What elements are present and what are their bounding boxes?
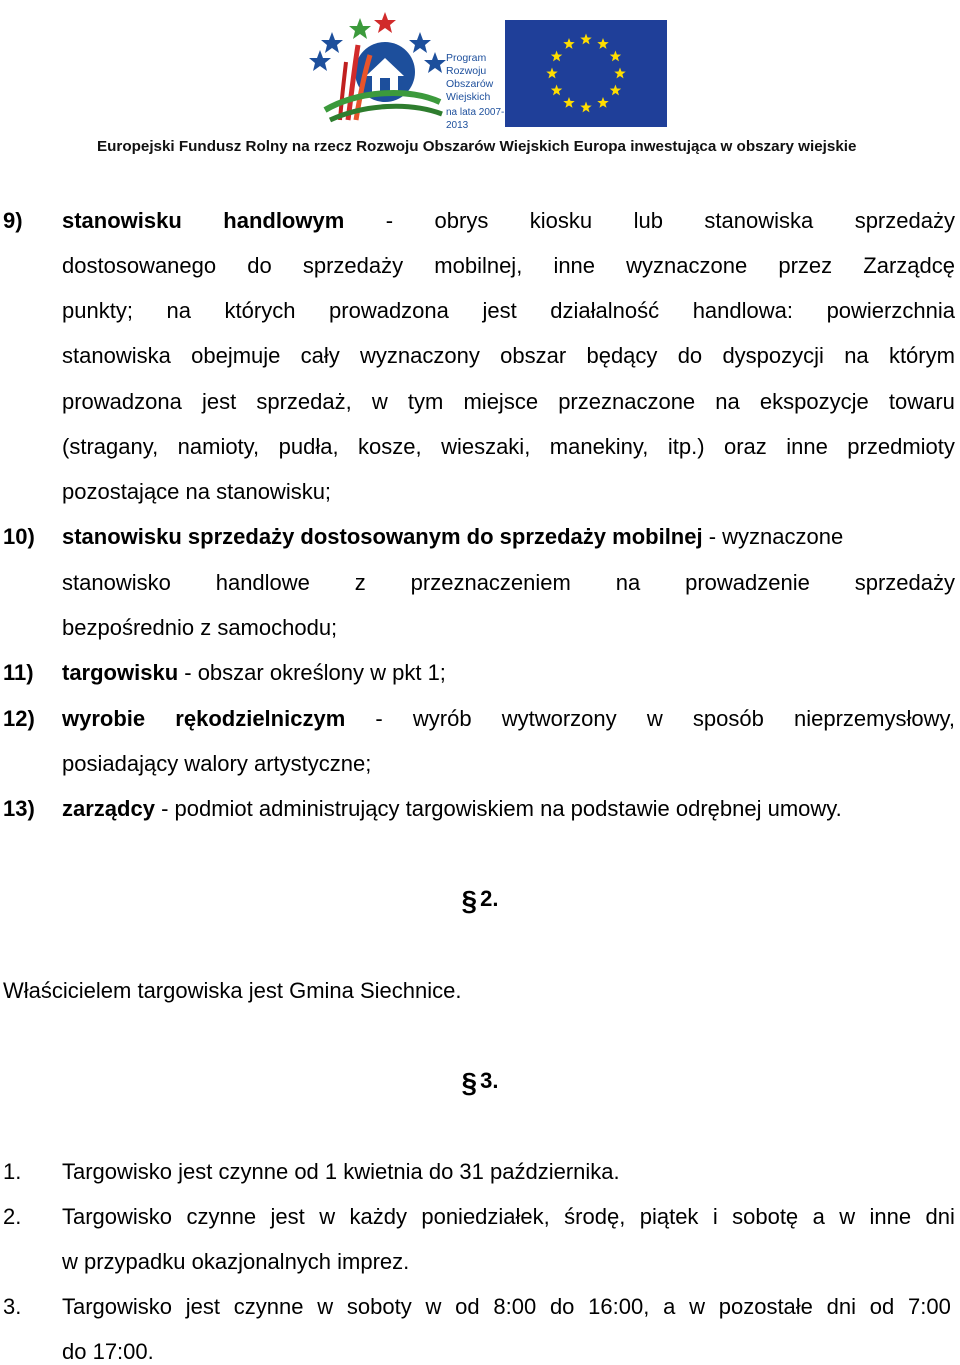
word: jest: [482, 298, 517, 323]
word: przeznaczone: [558, 389, 696, 414]
word: stanowisko: [62, 570, 171, 595]
word: do: [677, 343, 703, 368]
word: sprzedaży: [854, 570, 955, 595]
word: stanowiska: [704, 208, 814, 233]
word: sprzedaż,: [256, 389, 352, 414]
eu-flag-logo: [505, 20, 667, 127]
word: -: [375, 706, 383, 731]
word: prowadzona: [62, 389, 182, 414]
word: każdy: [349, 1204, 407, 1229]
word: itp.): [667, 434, 705, 459]
definition-line: posiadający walory artystyczne;: [62, 751, 372, 776]
word: działalność: [550, 298, 660, 323]
word: których: [224, 298, 296, 323]
word: i: [712, 1204, 718, 1229]
section-number: 3.: [480, 1068, 499, 1093]
word: do: [247, 253, 272, 278]
word: dni: [826, 1294, 857, 1319]
list-number: 13): [3, 796, 35, 821]
word: towaru: [888, 389, 955, 414]
word: pozostałe: [718, 1294, 813, 1319]
word: w: [425, 1294, 442, 1319]
word: piątek: [639, 1204, 699, 1229]
word: od: [455, 1294, 480, 1319]
prow-logo-years: na lata 2007-2013: [446, 107, 505, 131]
word: od: [869, 1294, 895, 1319]
section-number: 2.: [480, 886, 499, 911]
word: jest: [270, 1204, 305, 1229]
word: punkty;: [62, 298, 133, 323]
word: handlowa:: [692, 298, 793, 323]
word: przeznaczeniem: [410, 570, 571, 595]
definition-line: [62, 524, 843, 550]
word: czynne: [233, 1294, 304, 1319]
definition-line: [62, 570, 955, 596]
word: jest: [185, 1294, 221, 1319]
word: Zarządcę: [863, 253, 955, 278]
word: 7:00: [908, 1294, 951, 1319]
word: sposób: [692, 706, 764, 731]
word: w: [689, 1294, 705, 1319]
word: dyspozycji: [722, 343, 824, 368]
word: w: [319, 1204, 336, 1229]
definition-line: [62, 298, 955, 324]
section-text: Właścicielem targowiska jest Gmina Siechnice.: [3, 978, 462, 1003]
word: wieszaki,: [441, 434, 531, 459]
definition-line: bezpośrednio z samochodu;: [62, 615, 338, 640]
word: czynne: [186, 1204, 257, 1229]
word: prowadzona: [329, 298, 449, 323]
prow-logo-line: Program: [446, 52, 487, 64]
word: 16:00,: [588, 1294, 650, 1319]
word: miejsce: [463, 389, 539, 414]
word: do: [549, 1294, 575, 1319]
definition-text: - obszar określony w pkt 1;: [178, 660, 446, 685]
definition-line: [62, 434, 955, 460]
definition-line: [62, 389, 955, 415]
word: 8:00: [493, 1294, 537, 1319]
word: pudła,: [278, 434, 339, 459]
word: -: [385, 208, 394, 233]
word: kiosku: [529, 208, 593, 233]
word: inne: [553, 253, 596, 278]
word: sprzedaży: [854, 208, 955, 233]
word: wyrób: [412, 706, 472, 731]
list-number: 12): [3, 706, 35, 731]
word: inne: [786, 434, 828, 459]
word: środę,: [564, 1204, 626, 1229]
definition-term: stanowisku sprzedaży dostosowanym do sprzedaży mobilnej: [62, 524, 703, 549]
list-number: 1.: [3, 1159, 22, 1184]
word: kosze,: [358, 434, 422, 459]
term-word: wyrobie: [62, 706, 146, 731]
word: poniedziałek,: [421, 1204, 550, 1229]
definition-text: - wyznaczone: [702, 524, 844, 549]
word: mobilnej,: [434, 253, 523, 278]
prow-logo-line: Rozwoju: [446, 65, 487, 77]
definition-term: zarządcy: [62, 796, 155, 821]
definition-line: [62, 208, 955, 234]
word: którym: [888, 343, 955, 368]
word: na: [715, 389, 740, 414]
definition-line: [62, 660, 446, 686]
word: powierzchnia: [826, 298, 955, 323]
section-heading-2: [0, 886, 960, 914]
word: wyznaczone: [626, 253, 748, 278]
word: dni: [925, 1204, 955, 1229]
word: w: [371, 389, 388, 414]
word: stanowiska: [62, 343, 171, 368]
word: będący: [586, 343, 658, 368]
paragraph-symbol: §: [461, 1067, 478, 1098]
list-number: 3.: [3, 1294, 22, 1319]
word: tym: [407, 389, 444, 414]
word: a: [812, 1204, 825, 1229]
list-item-text: [62, 1294, 951, 1320]
word: przedmioty: [847, 434, 955, 459]
funding-caption: Europejski Fundusz Rolny na rzecz Rozwoju Obszarów Wiejskich Europa inwestująca w obszary wiejskie: [97, 138, 857, 155]
word: na: [844, 343, 869, 368]
definition-line: pozostające na stanowisku;: [62, 479, 332, 504]
paragraph-symbol: §: [461, 885, 478, 916]
prow-logo-line: Wiejskich: [446, 91, 491, 103]
word: ekspozycje: [759, 389, 869, 414]
word: cały: [300, 343, 340, 368]
word: w: [317, 1294, 334, 1319]
list-number: 10): [3, 524, 35, 549]
word: wytworzony: [501, 706, 617, 731]
definition-line: [62, 706, 955, 732]
section-heading-3: [0, 1068, 960, 1096]
word: przez: [778, 253, 833, 278]
list-number: 2.: [3, 1204, 22, 1229]
prow-logo-line: Obszarów: [446, 78, 494, 90]
definition-line: [62, 253, 955, 279]
term-word: handlowym: [223, 208, 345, 233]
word: lub: [633, 208, 663, 233]
word: obszar: [500, 343, 567, 368]
term-word: rękodzielniczym: [175, 706, 346, 731]
word: sprzedaży: [302, 253, 404, 278]
word: handlowe: [215, 570, 310, 595]
word: Targowisko: [62, 1204, 173, 1229]
word: namioty,: [177, 434, 260, 459]
word: prowadzenie: [685, 570, 810, 595]
list-item-text: do 17:00.: [62, 1339, 154, 1364]
word: dostosowanego: [62, 253, 217, 278]
word: inne: [869, 1204, 912, 1229]
term-word: stanowisku: [62, 208, 182, 233]
word: w: [839, 1204, 856, 1229]
word: obrys: [434, 208, 489, 233]
list-number: 9): [3, 208, 23, 233]
word: (stragany,: [62, 434, 159, 459]
definition-line: [62, 796, 842, 822]
word: na: [166, 298, 191, 323]
definition-line: [62, 343, 955, 369]
list-item-text: Targowisko jest czynne od 1 kwietnia do 31 października.: [62, 1159, 620, 1184]
definition-term: targowisku: [62, 660, 179, 685]
word: a: [663, 1294, 676, 1319]
word: obejmuje: [191, 343, 281, 368]
word: na: [615, 570, 641, 595]
word: oraz: [724, 434, 767, 459]
word: sobotę: [732, 1204, 799, 1229]
word: manekiny,: [549, 434, 649, 459]
word: Targowisko: [62, 1294, 173, 1319]
word: soboty: [346, 1294, 412, 1319]
page-header: [0, 0, 960, 170]
word: nieprzemysłowy,: [793, 706, 955, 731]
word: jest: [202, 389, 237, 414]
word: w: [646, 706, 663, 731]
list-item-text: [62, 1204, 955, 1230]
definition-text: - podmiot administrujący targowiskiem na podstawie odrębnej umowy.: [154, 796, 842, 821]
word: z: [354, 570, 366, 595]
list-number: 11): [3, 660, 34, 685]
word: wyznaczony: [360, 343, 480, 368]
list-item-text: w przypadku okazjonalnych imprez.: [62, 1249, 410, 1274]
